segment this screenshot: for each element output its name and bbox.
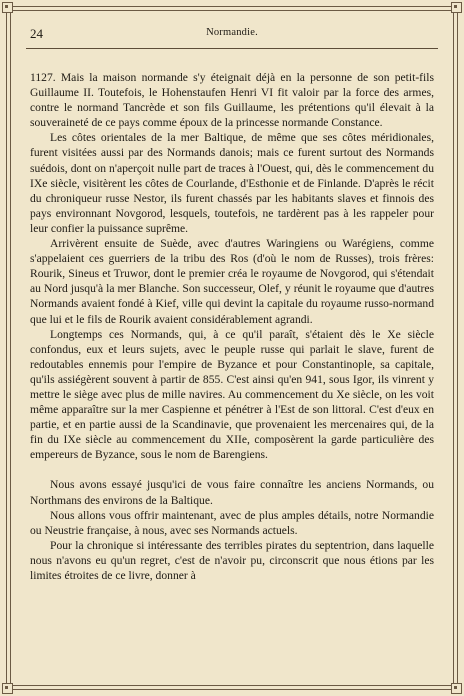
corner-ornament (451, 2, 462, 13)
body-text (30, 70, 434, 583)
paragraph: Pour la chronique si intéressante des terribles pirates du septentrion, dans laquelle nous n'avons eu qu'un regret, c'est de n'avoir pu, circonscrit que nous étions par les limites étroites de ce livre, donner à (30, 538, 434, 582)
corner-ornament (451, 683, 462, 694)
paragraph: Longtemps ces Normands, qui, à ce qu'il paraît, s'étaient dès le Xe siècle confondus, eux et leurs sujets, avec le peuple russe qui parlait le slave, furent de redoutables ennemis pour l'empire de Byzance et pour Constantinople, sa capitale, qu'ils assiégèrent souvent à partir de 855. C'est ainsi qu'en 941, sous Igor, ils vinrent y mettre le siège avec plus de mille navires. Au commencement du Xe siècle, on les voit même apparaître sur la mer Caspienne et pénétrer à l'Est de son littoral. C'est d'eux en partie, et en partie aussi de la Scandinavie, que provenaient les mercenaires qui, de la fin du IXe siècle au commencement du XIIe, composèrent la garde particulière des empereurs de Byzance, sous le nom de Barengiens. (30, 327, 434, 462)
page-number: 24 (30, 26, 43, 41)
paragraph: Nous allons vous offrir maintenant, avec de plus amples détails, notre Normandie ou Neustrie française, à nous, avec ses Normands actuels. (30, 508, 434, 537)
paragraph: Les côtes orientales de la mer Baltique, de même que ses côtes méridionales, furent visitées aussi par des Normands danois; mais ce furent surtout des Normands suédois, dont on n'aperçoit nulle part de traces à l'Ouest, qui, dès le commencement du IXe siècle, visitèrent les côtes de Courlande, d'Esthonie et de Finlande. D'après le récit du chroniqueur russe Nestor, ils furent chassés par les habitants slaves et finnois des pays environnant Novgorod, lesquels, toutefois, ne tardèrent pas à les rappeler pour leur confier la puissance suprême. (30, 131, 434, 235)
paragraph: Nous avons essayé jusqu'ici de vous faire connaître les anciens Normands, ou Northmans des environs de la Baltique. (30, 478, 434, 507)
header-rule (26, 48, 438, 49)
running-title: Normandie. (206, 27, 258, 38)
paragraph: 1127. Mais la maison normande s'y éteignait déjà en la personne de son petit-fils Guillaume II. Toutefois, le Hohenstaufen Henri VI fit valoir par la force des armes, contre le normand Tancrède et son fils Guillaume, les prétentions qu'il élevait à la souveraineté de ce pays comme époux de la princesse normande Constance. (30, 71, 434, 130)
corner-ornament (2, 2, 13, 13)
paragraph: Arrivèrent ensuite de Suède, avec d'autres Waringiens ou Warégiens, comme s'appelaient ces guerriers de la tribu des Ros (d'où le nom de Russes), trois frères: Rourik, Sineus et Truwor, dont le premier créa le royaume de Novgorod, qui s'étendait au Nord jusqu'à la mer Blanche. Son successeur, Olef, y réunit le royaume que d'autres Normands avaient fondé à Kief, ville qui devint la capitale du royaume russo-normand que lui et le fils de Rourik avaient considérablement agrandi. (30, 237, 434, 326)
corner-ornament (2, 683, 13, 694)
page-header (30, 26, 434, 44)
